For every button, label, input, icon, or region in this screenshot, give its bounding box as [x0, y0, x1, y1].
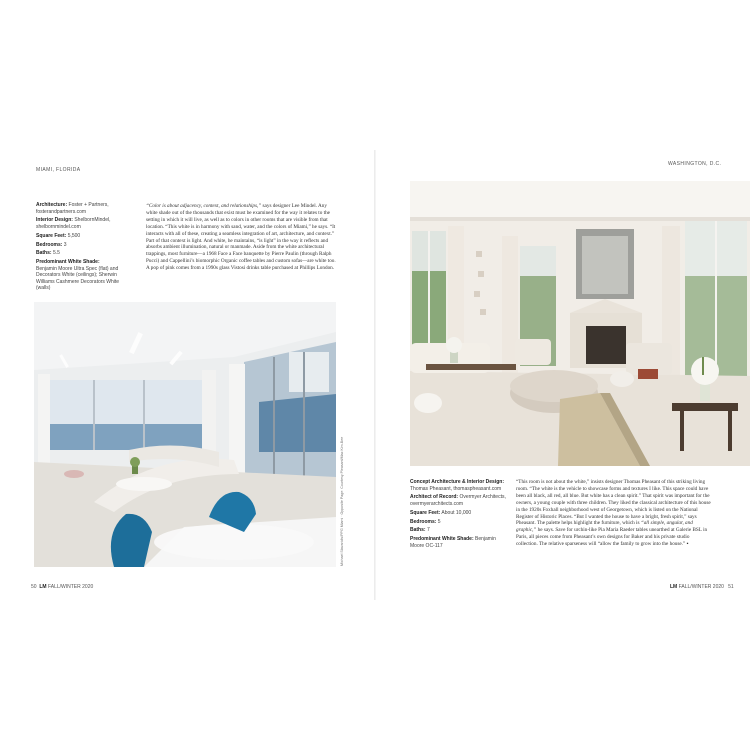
- right-facts-sidebar: [410, 479, 510, 551]
- left-body: says designer Lee Mindel. Any white shade out of the thousands that exist must be examined for the way it relates to the setting in which it will live, as well as to colors in other rooms that are visible from that location. “This white is in harmony with sand, water, and the colors of Miami,” he says. “It interacts with all of these, creating a seamless integration of art, architecture, and context.” Part of that context is light. And white, he maintains, “is light” in the way it reflects and absorbs ambient illumination, natural or manmade. Aside from the white architectural trappings, most furniture—a 1968 Face a Face banquette by Pierre Paulin (through Ralph Pucci) and Cappellini’s biomorphic Organic coffee tables and custom sofas—are white too. A pop of pink comes from a 1990s glass Vistosi drinks table purchased at Phillips London.: [146, 203, 336, 272]
- right-body-italic: “all simple, angular, and graphic,”: [516, 520, 693, 534]
- left-photo-credit: Michael Stavaridis/PPG Miami · Opposite Page: Courtesy Pleasant/Max Kim-Bee: [340, 436, 344, 566]
- left-page: [0, 0, 374, 750]
- right-location-label: WASHINGTON, D.C.: [668, 161, 722, 167]
- left-folio: [31, 584, 93, 590]
- left-body-text: [146, 203, 336, 272]
- left-folio-issue: FALL/WINTER 2020: [47, 584, 94, 590]
- left-location-label: MIAMI, FLORIDA: [36, 167, 81, 173]
- fact-interior-design: Interior Design: ShelbornMindel, shelbornmindel.com: [36, 217, 111, 230]
- right-page-number: 51: [728, 584, 734, 590]
- fact-square-feet: Square Feet: About 10,000: [410, 509, 472, 516]
- right-folio-issue: FALL/WINTER 2020: [678, 584, 724, 590]
- fact-baths: Baths: 7: [410, 527, 430, 534]
- left-facts-sidebar: [36, 202, 120, 294]
- miami-living-room-photo: [34, 302, 336, 567]
- right-page: [376, 0, 750, 750]
- left-quote: “Color is about adjacency, context, and relationships,”: [146, 203, 262, 209]
- fact-baths: Baths: 5.5: [36, 250, 60, 257]
- fact-architecture: Architecture: Foster + Partners, fosterandpartners.com: [36, 202, 109, 215]
- right-body-part-b: he says. Save for urchin-like Pia Maria Raeder tables unearthed at Galerie BSL in Paris, all pieces come from Pheasant’s own designs for Baker and his private studio collection. The relative sparseness will “allow the family to grow into the house.” ▪: [516, 527, 708, 548]
- right-body-text: [516, 479, 712, 548]
- left-folio-brand: LM: [39, 584, 47, 590]
- fact-bedrooms: Bedrooms: 5: [410, 518, 441, 525]
- left-page-number: 50: [31, 584, 37, 590]
- right-folio-brand: LM: [670, 584, 678, 590]
- right-body-part-a: “This room is not about the white,” insists designer Thomas Pheasant of this striking living room. “The white is the vehicle to showcase forms and textures I like. This space could have been all black, all red, all blue. But white has a clean spirit.” That spirit was important for the owners, a young couple with three children. They liked the classical architecture of this house in the 1920s Foxhall neighborhood west of Georgetown, which is listed on the National Register of Historic Places. “But I wanted the house to have a bright, fresh spirit,” says Pheasant. The palette helps highlight the furniture, which is: [516, 479, 711, 527]
- right-folio: [670, 584, 734, 590]
- fact-square-feet: Square Feet: 5,500: [36, 232, 81, 239]
- fact-white-shade: Predominant White Shade: Benjamin Moore Ultra Spec (flat) and Decorators White (ceilings); Sherwin Williams Cashmere Decorators White (walls): [36, 259, 120, 292]
- washington-living-room-photo: [410, 181, 750, 466]
- fact-architect-of-record: Architect of Record: Overmyer Architects, overmyerarchitects.com: [410, 494, 506, 507]
- fact-concept-architecture: Concept Architecture & Interior Design: Thomas Pheasant, thomaspheasant.com: [410, 479, 504, 492]
- fact-bedrooms: Bedrooms: 3: [36, 241, 67, 248]
- fact-white-shade: Predominant White Shade: Benjamin Moore OC-117: [410, 536, 496, 549]
